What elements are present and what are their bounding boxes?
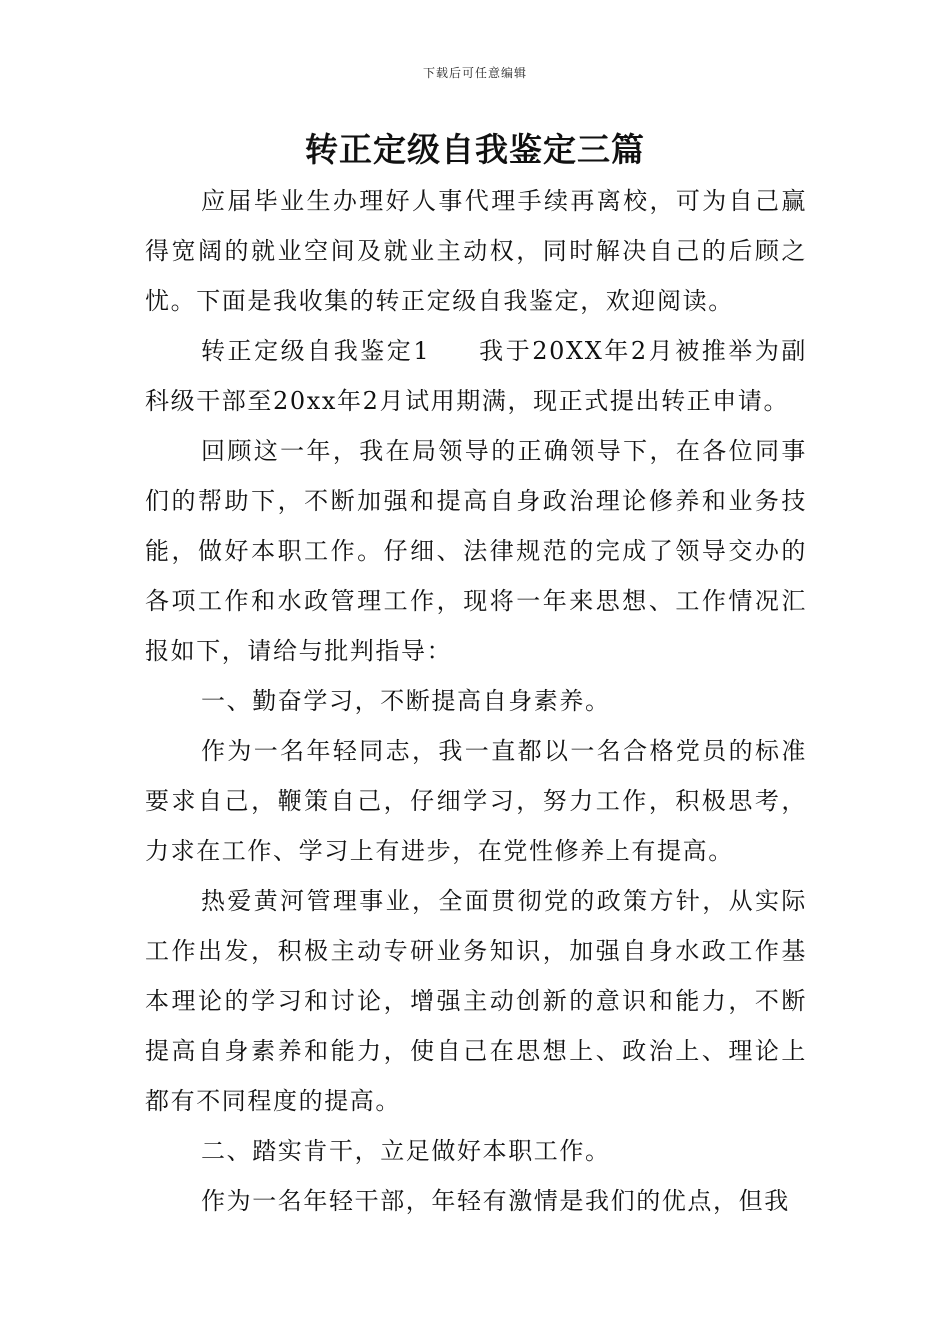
paragraph-yellow-river: 热爱黄河管理事业，全面贯彻党的政策方针，从实际工作出发，积极主动专研业务知识，加强自身水政工作基本理论的学习和讨论，增强主动创新的意识和能力，不断提高自身素养和能力，使自己在思想上、政治上、理论上都有不同程度的提高。	[145, 887, 807, 1115]
document-body	[145, 176, 807, 1226]
section1-heading: 转正定级自我鉴定1	[201, 337, 431, 365]
heading-study: 一、勤奋学习，不断提高自身素养。	[201, 687, 611, 715]
paragraph-intro: 应届毕业生办理好人事代理手续再离校，可为自己赢得宽阔的就业空间及就业主动权，同时解决自己的后顾之忧。下面是我收集的转正定级自我鉴定，欢迎阅读。	[145, 187, 807, 315]
paragraph-section1	[145, 326, 807, 426]
paragraph-young-cadre: 作为一名年轻干部，年轻有激情是我们的优点，但我	[201, 1187, 790, 1215]
heading-work: 二、踏实肯干，立足做好本职工作。	[201, 1137, 611, 1165]
paragraph-young-comrade: 作为一名年轻同志，我一直都以一名合格党员的标准要求自己，鞭策自己，仔细学习，努力工作，积极思考，力求在工作、学习上有进步，在党性修养上有提高。	[145, 737, 807, 865]
document-title: 转正定级自我鉴定三篇	[305, 130, 645, 169]
paragraph-review: 回顾这一年，我在局领导的正确领导下，在各位同事们的帮助下，不断加强和提高自身政治理论修养和业务技能，做好本职工作。仔细、法律规范的完成了领导交办的各项工作和水政管理工作，现将一年来思想、工作情况汇报如下，请给与批判指导：	[145, 437, 807, 665]
section1-text: 我于20XX年2月被推举为副科级干部至20xx年2月试用期满，现正式提出转正申请。	[145, 337, 807, 415]
header-note: 下载后可任意编辑	[422, 66, 527, 80]
